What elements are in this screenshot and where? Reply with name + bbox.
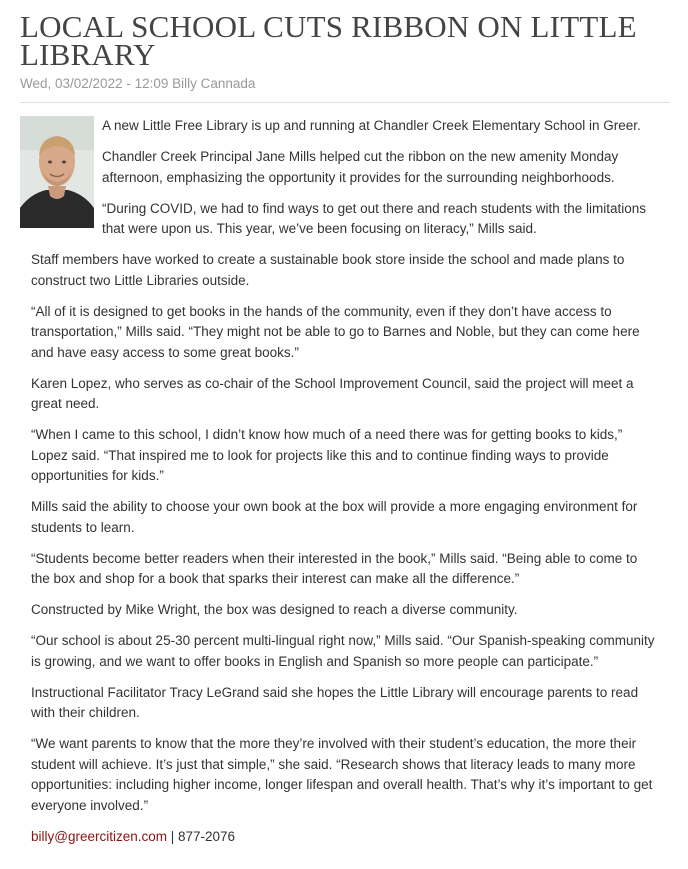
contact-line: [31, 827, 656, 848]
paragraph: “Our school is about 25-30 percent multi-lingual right now,” Mills said. “Our Spanish-speaking community is growing, and we want to offer books in English and Spanish so more people can participate.”: [31, 633, 655, 669]
paragraph: A new Little Free Library is up and running at Chandler Creek Elementary School in Greer.: [102, 118, 641, 133]
paragraph: “All of it is designed to get books in the hands of the community, even if they don’t have access to transportation,” Mills said. “They might not be able to go to Barnes and Noble, but they can come here and have easy access to some great books.”: [31, 303, 640, 360]
phone-number: | 877-2076: [167, 828, 236, 844]
paragraph: Staff members have worked to create a sustainable book store inside the school and made plans to construct two Little Libraries outside.: [31, 252, 625, 288]
email-link[interactable]: billy@greercitizen.com: [31, 828, 167, 844]
paragraph: “We want parents to know that the more they’re involved with their student’s education, the more their student will achieve. It’s just that simple,” she said. “Research shows that literacy leads to many more opportunities: including higher income, longer lifespan and overall health. That’s why it’s important to get everyone involved.”: [31, 736, 653, 813]
article: [20, 0, 670, 847]
lead-text: [102, 116, 670, 240]
paragraph: Constructed by Mike Wright, the box was designed to reach a diverse community.: [31, 602, 518, 617]
paragraph: “When I came to this school, I didn’t know how much of a need there was for getting books to kids,” Lopez said. “That inspired me to look for projects like this and to continue finding ways to provide opportunities for kids.”: [31, 427, 623, 483]
article-headline: LOCAL SCHOOL CUTS RIBBON ON LITTLE LIBRARY: [20, 9, 637, 72]
divider: [20, 102, 670, 103]
paragraph: Chandler Creek Principal Jane Mills helped cut the ribbon on the new amenity Monday afternoon, emphasizing the opportunity it provides for the surrounding neighborhoods.: [102, 149, 619, 185]
article-body: [20, 250, 656, 847]
paragraph: Mills said the ability to choose your own book at the box will provide a more engaging environment for students to learn.: [31, 499, 638, 535]
paragraph: Instructional Facilitator Tracy LeGrand said she hopes the Little Library will encourage parents to read with their children.: [31, 684, 639, 720]
paragraph: “Students become better readers when their interested in the book,” Mills said. “Being able to come to the box and shop for a book that sparks their interest can make all the difference.”: [31, 550, 638, 586]
article-meta: Wed, 03/02/2022 - 12:09 Billy Cannada: [20, 76, 256, 91]
lead-section: [20, 116, 670, 240]
paragraph: Karen Lopez, who serves as co-chair of the School Improvement Council, said the project will meet a great need.: [31, 375, 634, 411]
paragraph: “During COVID, we had to find ways to get out there and reach students with the limitations that were upon us. This year, we’ve been focusing on literacy,” Mills said.: [102, 200, 647, 236]
author-photo: [20, 116, 94, 228]
